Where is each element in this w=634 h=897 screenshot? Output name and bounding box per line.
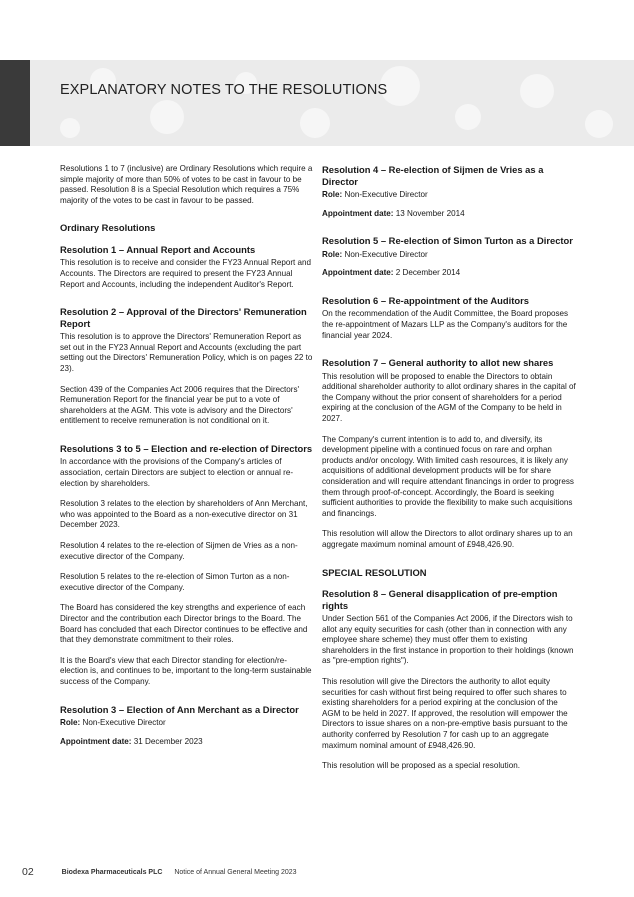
resolution-7-text: This resolution will allow the Directors to allot ordinary shares up to an aggregate maximum nominal amount of £948,426.90. <box>322 529 573 549</box>
resolution-7-text: The Company's current intention is to add to, and diversify, its development pipeline with a continued focus on rare and orphan products and/or oncology. With limited cash resources, it is likely any acquisitions of additional development products will be for share consideration and will require attendant financings in order to progress them through proof-of-concept. Accordingly, the Board is seeking sufficient authorities to provide the flexibility to make such acquisitions and financings. <box>322 434 574 518</box>
resolution-4-date: Appointment date: 13 November 2014 <box>322 208 465 218</box>
resolutions-3-5-title: Resolutions 3 to 5 – Election and re-election of Directors <box>60 442 313 454</box>
resolution-4-title: Resolution 4 – Re-election of Sijmen de Vries as a Director <box>322 164 544 187</box>
resolution-2-text: Section 439 of the Companies Act 2006 requires that the Directors' Remuneration Report for the financial year be put to a vote of shareholders at the AGM. This vote is advisory and the Directors' entitlement to receive remuneration is not conditional on it. <box>60 384 300 426</box>
resolution-8-text: This resolution will give the Directors the authority to allot equity securities for cash without first being required to offer such shares to existing shareholders for a period expiring at the conclusion of the AGM to be held in 2027. If approved, the resolution will empower the Directors to issue shares on a non-pre-emptive basis pursuant to the authority conferred by Resolution 7 for cash up to an aggregate maximum nominal amount of £948,426.90. <box>322 677 568 750</box>
resolution-3-date: Appointment date: 31 December 2023 <box>60 736 203 746</box>
resolutions-3-5-text: The Board has considered the key strengths and experience of each Director and the contribution each Director brings to the Board. The Board has concluded that each Director continues to be effective and that they demonstrate commitment to their roles. <box>60 603 308 645</box>
header-banner <box>0 60 634 146</box>
resolution-4-role: Role: Non-Executive Director <box>322 190 428 199</box>
resolution-5-date: Appointment date: 2 December 2014 <box>322 268 461 278</box>
right-column <box>322 164 576 782</box>
resolution-2-text: This resolution is to approve the Directors' Remuneration Report as set out in the FY23 Annual Report and Accounts (excluding the part setting out the Directors' Remuneration Policy, which is on pages 22 to 23). <box>60 332 313 373</box>
decorative-dot <box>300 108 330 138</box>
resolutions-3-5-text: Resolution 5 relates to the re-election of Simon Turton as a non-executive director of the Company. <box>60 572 290 592</box>
decorative-dot <box>150 100 184 134</box>
special-resolution-heading: SPECIAL RESOLUTION <box>322 566 427 578</box>
resolutions-3-5-text: Resolution 4 relates to the re-election of Sijmen de Vries as a non-executive director of the Company. <box>60 540 298 561</box>
decorative-dot <box>520 74 554 108</box>
resolution-2-title: Resolution 2 – Approval of the Directors' Remuneration Report <box>60 306 307 329</box>
resolution-5-role: Role: Non-Executive Director <box>322 249 428 259</box>
resolution-1-title: Resolution 1 – Annual Report and Accounts <box>60 243 256 255</box>
page-footer <box>22 866 297 878</box>
resolution-3-role: Role: Non-Executive Director <box>60 718 166 727</box>
intro-paragraph: Resolutions 1 to 7 (inclusive) are Ordinary Resolutions which require a simple majority of more than 50% of votes to be cast in favour to be passed. Resolution 8 is a Special Resolution which requires a 75% majority of the votes to be cast in favour to be passed. <box>60 164 313 205</box>
document-name: Notice of Annual General Meeting 2023 <box>174 868 297 876</box>
resolution-5-title: Resolution 5 – Re-election of Simon Turton as a Director <box>322 235 573 247</box>
ordinary-resolutions-heading: Ordinary Resolutions <box>60 222 156 234</box>
page-title: EXPLANATORY NOTES TO THE RESOLUTIONS <box>60 82 388 98</box>
resolution-1-text: This resolution is to receive and consider the FY23 Annual Report and Accounts. The Directors are required to present the FY23 Annual Report and Accounts, including the independent Auditor's Report. <box>60 258 312 289</box>
page-number: 02 <box>22 866 34 878</box>
resolution-7-title: Resolution 7 – General authority to allot new shares <box>322 357 554 369</box>
header-accent-bar <box>0 60 30 146</box>
resolution-8-text: Under Section 561 of the Companies Act 2006, if the Directors wish to allot any equity securities for cash (other than in connection with any employee share scheme) they must offer them to existing shareholders in the first instance in proportion to their holdings (known as "pre-emption rights"). <box>322 614 574 666</box>
resolution-8-text: This resolution will be proposed as a special resolution. <box>322 761 520 771</box>
decorative-dot <box>455 104 481 130</box>
resolution-6-text: On the recommendation of the Audit Committee, the Board proposes the re-appointment of Mazars LLP as the Company's auditors for the financial year 2024. <box>322 309 569 340</box>
resolution-3-title: Resolution 3 – Election of Ann Merchant as a Director <box>60 703 299 715</box>
resolutions-3-5-text: It is the Board's view that each Director standing for election/re-election is, and continues to be, important to the long-term sustainable success of the Company. <box>60 655 312 686</box>
decorative-dot <box>60 118 80 138</box>
resolution-6-title: Resolution 6 – Re-appointment of the Auditors <box>322 294 529 306</box>
left-column <box>60 164 314 757</box>
company-name: Biodexa Pharmaceuticals PLC <box>61 868 163 876</box>
resolutions-3-5-text: In accordance with the provisions of the Company's articles of association, certain Directors are subject to election or annual re-election by shareholders. <box>60 457 294 488</box>
resolutions-3-5-text: Resolution 3 relates to the election by shareholders of Ann Merchant, who was appointed to the Board as a non-executive director on 31 December 2023. <box>60 499 308 530</box>
resolution-7-text: This resolution will be proposed to enable the Directors to obtain additional shareholder authority to allot ordinary shares in the capital of the Company without the prior consent of shareholders for a period expiring at the conclusion of the AGM of the Company to be held in 2027. <box>322 371 576 424</box>
decorative-dot <box>585 110 613 138</box>
resolution-8-title: Resolution 8 – General disapplication of pre-emption rights <box>322 588 558 611</box>
